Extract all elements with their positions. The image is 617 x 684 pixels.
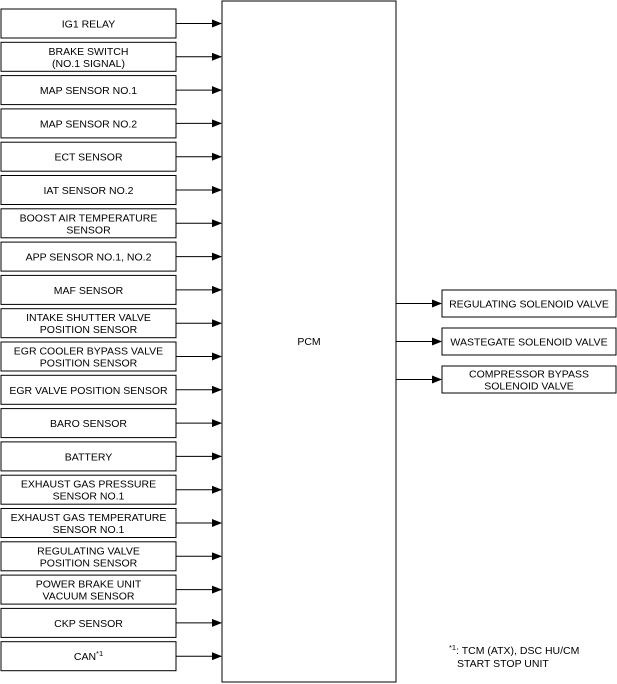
input-label: APP SENSOR NO.1, NO.2 xyxy=(25,251,152,264)
input-label-superscript: *1 xyxy=(96,649,104,659)
output-regulating-solenoid-valve xyxy=(396,290,616,317)
input-boost-air-temperature-sensor xyxy=(1,209,221,238)
input-brake-switch-no-1-signal xyxy=(1,42,221,71)
input-label: MAP SENSOR NO.2 xyxy=(39,118,138,131)
input-exhaust-gas-temperature-sensor-no-1 xyxy=(1,509,221,538)
input-ckp-sensor xyxy=(1,608,221,637)
output-label: COMPRESSOR BYPASS xyxy=(468,368,590,381)
output-compressor-bypass-solenoid-valve xyxy=(396,366,616,393)
input-label: IAT SENSOR NO.2 xyxy=(43,185,134,197)
input-label: SENSOR NO.1 xyxy=(52,524,125,536)
input-label: INTAKE SHUTTER VALVE xyxy=(26,312,151,325)
input-label: POSITION SENSOR xyxy=(39,357,138,370)
output-label: REGULATING SOLENOID VALVE xyxy=(449,298,609,311)
input-label: EGR VALVE POSITION SENSOR xyxy=(9,384,168,397)
svg-text:*1: TCM (ATX), DSC HU/CM xyxy=(449,643,579,657)
input-label: EGR COOLER BYPASS VALVE xyxy=(13,345,164,358)
input-label: REGULATING VALVE xyxy=(37,545,140,558)
input-label: MAP SENSOR NO.1 xyxy=(39,85,138,98)
input-ect-sensor xyxy=(1,142,221,171)
input-label: MAF SENSOR xyxy=(53,284,124,297)
input-ig1-relay xyxy=(1,9,221,38)
input-label: CKP SENSOR xyxy=(54,617,123,630)
input-intake-shutter-valve-position-sensor xyxy=(1,309,221,338)
input-maf-sensor xyxy=(1,275,221,304)
input-battery xyxy=(1,442,221,471)
footnote-line2: START STOP UNIT xyxy=(457,658,549,670)
input-label: ECT SENSOR xyxy=(54,151,123,164)
input-label: SENSOR xyxy=(66,224,111,237)
input-label: BATTERY xyxy=(64,451,113,464)
input-label: BARO SENSOR xyxy=(49,418,128,431)
input-baro-sensor xyxy=(1,409,221,438)
input-regulating-valve-position-sensor xyxy=(1,542,221,571)
input-label: (NO.1 SIGNAL) xyxy=(52,57,125,70)
output-label: WASTEGATE SOLENOID VALVE xyxy=(450,336,608,349)
input-egr-valve-position-sensor xyxy=(1,375,221,404)
input-label: POSITION SENSOR xyxy=(39,324,138,337)
footnote-line1: : TCM (ATX), DSC HU/CM xyxy=(456,645,580,657)
input-label: POWER BRAKE UNIT xyxy=(35,578,142,591)
input-label: EXHAUST GAS PRESSURE xyxy=(20,478,157,491)
input-can xyxy=(1,642,221,671)
input-label: POSITION SENSOR xyxy=(39,557,138,570)
input-sensors xyxy=(1,9,221,671)
input-label: BOOST AIR TEMPERATURE xyxy=(19,212,158,225)
input-label: SENSOR NO.1 xyxy=(52,490,125,503)
output-wastegate-solenoid-valve xyxy=(396,328,616,355)
input-egr-cooler-bypass-valve-position-sensor xyxy=(1,342,221,371)
footnote-marker: *1 xyxy=(449,643,457,652)
input-label-text: CAN xyxy=(73,651,97,664)
input-power-brake-unit-vacuum-sensor xyxy=(1,575,221,604)
input-map-sensor-no-1 xyxy=(1,76,221,105)
input-label: IG1 RELAY xyxy=(61,18,116,31)
input-label: EXHAUST GAS TEMPERATURE xyxy=(10,512,167,524)
input-label: VACUUM SENSOR xyxy=(42,590,135,603)
input-label: BRAKE SWITCH xyxy=(48,45,129,58)
footnote xyxy=(449,643,579,670)
input-app-sensor-no-1-no-2 xyxy=(1,242,221,271)
input-map-sensor-no-2 xyxy=(1,109,221,138)
input-iat-sensor-no-2 xyxy=(1,176,221,205)
output-label: SOLENOID VALVE xyxy=(484,380,574,393)
pcm-label: PCM xyxy=(297,336,321,348)
output-actuators xyxy=(396,290,616,393)
input-exhaust-gas-pressure-sensor-no-1 xyxy=(1,475,221,504)
